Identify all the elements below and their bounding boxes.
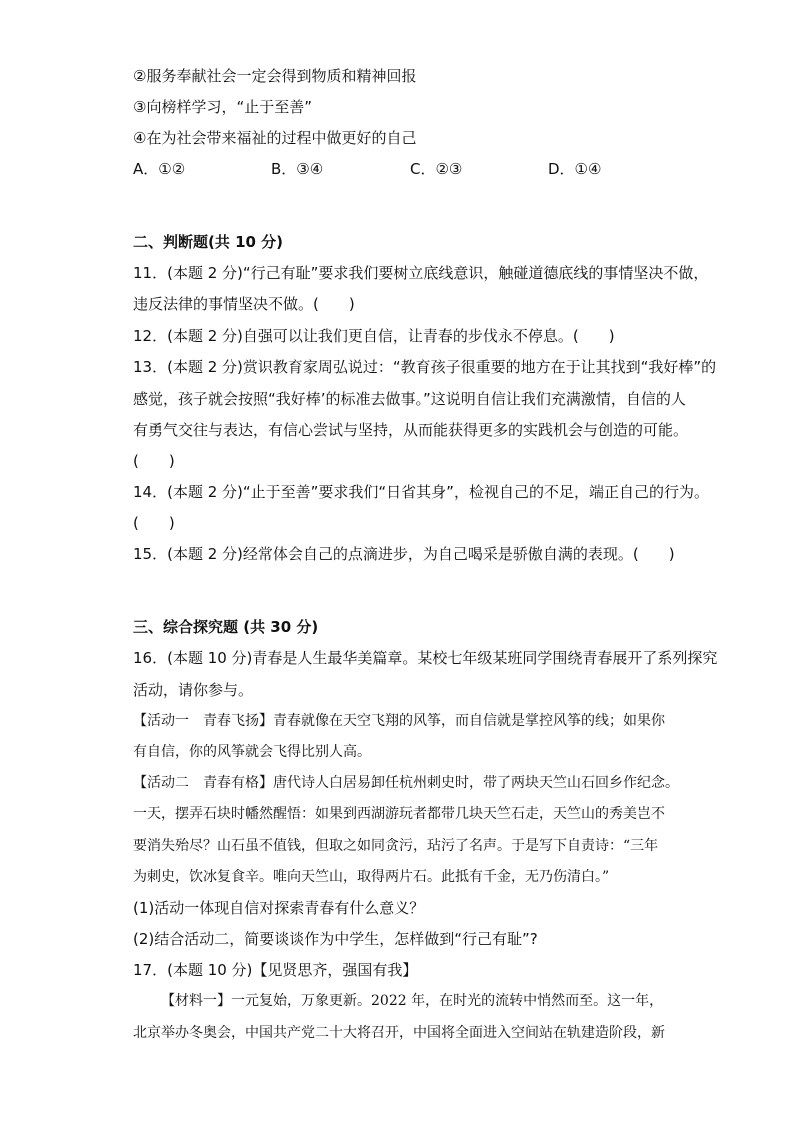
question-17: 17．(本题 10 分)【见贤思齐，强国有我】 xyxy=(133,961,418,979)
option-c[interactable]: C．②③ xyxy=(410,160,463,178)
question-12: 12．(本题 2 分)自强可以让我们更自信，让青春的步伐永不停息。( ) xyxy=(133,327,615,345)
question-16-line-2: 活动，请你参与。 xyxy=(133,681,254,699)
section-3-title: 三、综合探究题 (共 30 分) xyxy=(133,618,319,636)
activity-2-line-4: 为刺史，饮冰复食辛。唯向天竺山，取得两片石。此抵有千金，无乃伤清白。” xyxy=(133,869,610,885)
question-13-line-3: 有勇气交往与表达，有信心尝试与坚持，从而能获得更多的实践机会与创造的可能。 xyxy=(133,421,689,439)
question-13-line-4: ( ) xyxy=(133,452,175,470)
question-11-line-1: 11．(本题 2 分)“行己有耻”要求我们要树立底线意识，触碰道德底线的事情坚决不做， xyxy=(133,264,709,282)
section-2-title: 二、判断题(共 10 分) xyxy=(133,233,284,251)
question-13-line-2: 感觉，孩子就会按照“我好棒’的标准去做事。”这说明自信让我们充满激情，自信的人 xyxy=(133,390,686,408)
activity-2-line-3: 要消失殆尽？山石虽不值钱，但取之如同贪污，玷污了名声。于是写下自责诗：“三年 xyxy=(133,838,659,854)
question-15: 15．(本题 2 分)经常体会自己的点滴进步，为自己喝采是骄傲自满的表现。( ) xyxy=(133,545,675,563)
option-b[interactable]: B．③④ xyxy=(271,160,324,178)
sub-question-2: (2)结合活动二，简要谈谈作为中学生，怎样做到“行己有耻”? xyxy=(133,930,538,948)
activity-1-line-2: 有自信，你的风筝就会飞得比别人高。 xyxy=(133,744,371,760)
option-a[interactable]: A．①② xyxy=(133,160,186,178)
activity-1-line-1: 【活动一 青春飞扬】青春就像在天空飞翔的风筝，而自信就是掌控风筝的线；如果你 xyxy=(133,713,665,729)
question-13-line-1: 13．(本题 2 分)赏识教育家周弘说过：“教育孩子很重要的地方在于让其找到“我好棒”的 xyxy=(133,358,717,376)
statement-2: ②服务奉献社会一定会得到物质和精神回报 xyxy=(133,67,417,85)
question-14-line-1: 14．(本题 2 分)“止于至善”要求我们“日省其身”，检视自己的不足，端正自己的行为。 xyxy=(133,483,709,501)
question-16-line-1: 16．(本题 10 分)青春是人生最华美篇章。某校七年级某班同学围绕青春展开了系列探究 xyxy=(133,649,718,667)
question-11-line-2: 违反法律的事情坚决不做。( ) xyxy=(133,295,355,313)
statement-4: ④在为社会带来福祉的过程中做更好的自己 xyxy=(133,129,417,147)
statement-3: ③向榜样学习，“止于至善” xyxy=(133,98,312,116)
sub-question-1: (1)活动一体现自信对探索青春有什么意义？ xyxy=(133,899,425,917)
material-1-line-1: 【材料一】一元复始，万象更新。2022 年，在时光的流转中悄然而至。这一年， xyxy=(161,993,664,1009)
activity-2-line-1: 【活动二 青春有格】唐代诗人白居易卸任杭州刺史时，带了两块天竺山石回乡作纪念。 xyxy=(133,775,679,791)
question-14-line-2: ( ) xyxy=(133,514,175,532)
activity-2-line-2: 一天，摆弄石块时幡然醒悟：如果到西湖游玩者都带几块天竺石走，天竺山的秀美岂不 xyxy=(133,806,665,822)
option-d[interactable]: D．①④ xyxy=(548,160,602,178)
material-1-line-2: 北京举办冬奥会，中国共产党二十大将召开，中国将全面进入空间站在轨建造阶段，新 xyxy=(133,1025,665,1041)
